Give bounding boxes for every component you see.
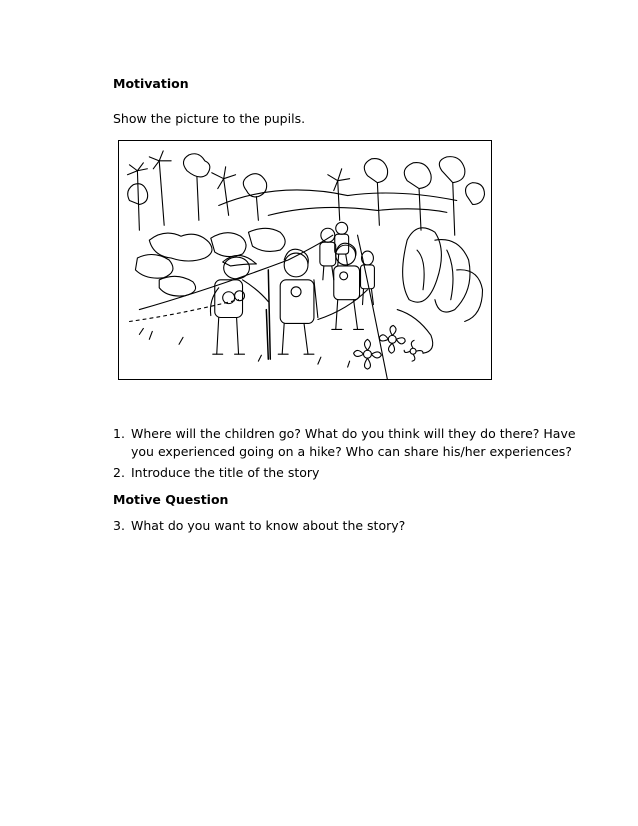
children-hiking-illustration-icon	[119, 141, 491, 379]
motive-question-heading: Motive Question	[113, 492, 229, 507]
item-text: Introduce the title of the story	[131, 465, 320, 480]
motivation-heading: Motivation	[113, 76, 189, 91]
item-text: What do you want to know about the story?	[131, 518, 406, 533]
list-item	[113, 517, 583, 535]
list-item	[113, 425, 583, 461]
list-item	[113, 464, 583, 482]
item-text: Where will the children go? What do you think will they do there? Have you experienced going on a hike? Who can share his/her experiences?	[131, 426, 576, 459]
item-number: 2.	[113, 465, 125, 480]
item-number: 1.	[113, 426, 125, 441]
item-number: 3.	[113, 518, 125, 533]
hiking-illustration	[118, 140, 492, 380]
instruction-text: Show the picture to the pupils.	[113, 111, 306, 126]
